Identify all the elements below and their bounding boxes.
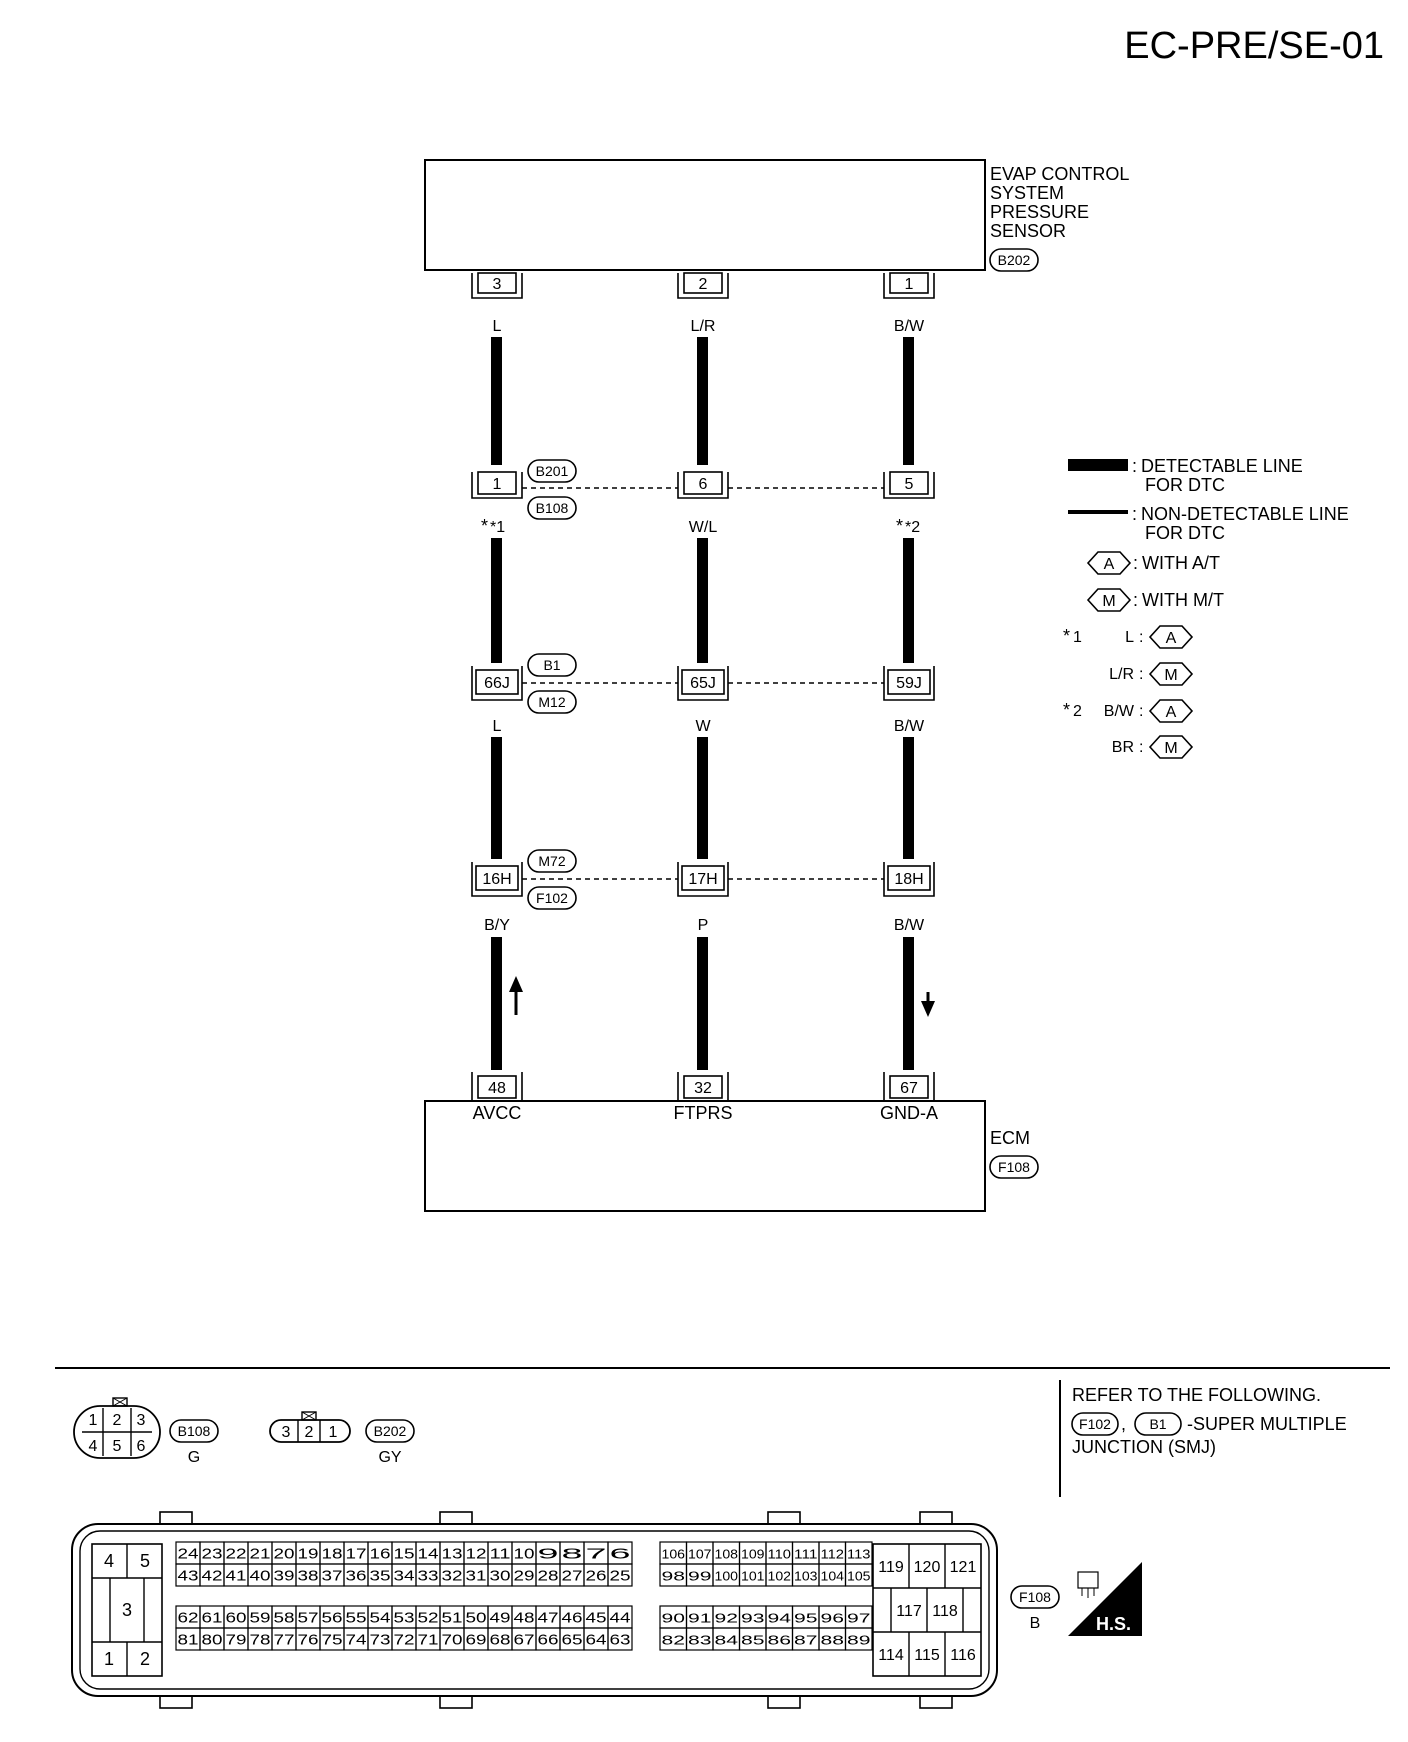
page-code: EC-PRE/SE-01 xyxy=(1124,25,1384,67)
connector-pin-number: 29 xyxy=(513,1567,535,1585)
svg-text::: : xyxy=(1139,666,1144,683)
refer-note xyxy=(1072,1385,1347,1457)
connector-pin-number: 47 xyxy=(537,1609,559,1627)
connector-pin-number: 46 xyxy=(561,1609,583,1627)
svg-text:2: 2 xyxy=(139,1649,151,1669)
wire-color-label: W xyxy=(695,718,711,735)
junction-2 xyxy=(472,654,934,735)
connector-pin-number: 87 xyxy=(794,1632,818,1648)
refer-connector-a: F102 xyxy=(1079,1416,1111,1432)
svg-text:*: * xyxy=(1063,626,1071,646)
svg-text:1: 1 xyxy=(492,476,502,493)
junction-1-connector-tag xyxy=(528,460,576,482)
svg-text:6: 6 xyxy=(698,476,708,493)
svg-text:17H: 17H xyxy=(688,871,718,888)
svg-text:G: G xyxy=(187,1449,201,1466)
connector-pin-number: 15 xyxy=(393,1545,415,1563)
wire-color-label: B/Y xyxy=(484,917,510,934)
svg-text:121: 121 xyxy=(949,1559,977,1576)
connector-pin-number: 95 xyxy=(794,1610,818,1626)
connector-pin-number: 10 xyxy=(513,1545,535,1563)
ecm-pin-67 xyxy=(884,1072,934,1101)
svg-text:F108: F108 xyxy=(998,1159,1030,1175)
legend-with-at xyxy=(1088,552,1220,574)
sensor-box xyxy=(425,160,985,270)
connector-pin-number: 62 xyxy=(177,1609,199,1627)
junction-2-pin xyxy=(678,666,728,700)
ecm-pin-48 xyxy=(472,1072,522,1101)
junction-2-pin xyxy=(472,666,522,700)
f108-color: B xyxy=(1029,1615,1041,1632)
svg-text:118: 118 xyxy=(932,1603,958,1620)
f108-id: F108 xyxy=(1019,1589,1051,1605)
svg-text:2: 2 xyxy=(304,1424,314,1441)
connector-pin-number: 57 xyxy=(297,1609,319,1627)
legend-non-detectable-1: : NON-DETECTABLE LINE xyxy=(1132,504,1349,524)
svg-text:,: , xyxy=(1121,1414,1127,1434)
connector-pin-number: 40 xyxy=(249,1567,271,1585)
connector-pin-number: 36 xyxy=(345,1567,367,1585)
svg-text:114: 114 xyxy=(878,1647,904,1664)
connector-pin-number: 60 xyxy=(225,1609,247,1627)
sensor-name-line-2: SYSTEM xyxy=(990,183,1065,203)
connector-pin-number: 81 xyxy=(177,1631,199,1649)
junction-3-connector-tag xyxy=(528,850,576,872)
junction-1-pin xyxy=(884,472,934,498)
refer-line-1: REFER TO THE FOLLOWING. xyxy=(1072,1385,1322,1405)
svg-text:B108: B108 xyxy=(535,500,569,516)
junction-3 xyxy=(472,850,934,934)
svg-text:5: 5 xyxy=(904,476,914,493)
svg-text:B201: B201 xyxy=(535,463,569,479)
connector-pin-number: 67 xyxy=(513,1631,535,1649)
svg-text:4: 4 xyxy=(103,1551,115,1571)
connector-pin-number: 35 xyxy=(369,1567,391,1585)
connector-pin-number: 33 xyxy=(417,1567,439,1585)
svg-text:59J: 59J xyxy=(896,675,922,692)
connector-pin-number: 109 xyxy=(741,1546,765,1562)
svg-text::: : xyxy=(1139,739,1144,756)
non-detectable-line-swatch xyxy=(1068,510,1128,514)
connector-pin-number: 26 xyxy=(585,1567,607,1585)
connector-pin-number: 90 xyxy=(661,1610,685,1626)
svg-text:6: 6 xyxy=(136,1438,146,1455)
svg-text::: : xyxy=(1133,590,1139,610)
connector-pin-number: 102 xyxy=(767,1568,791,1584)
connector-pin-number: 12 xyxy=(465,1545,487,1563)
connector-pin-number: 6 xyxy=(609,1545,631,1563)
ecm-connector-tag xyxy=(990,1156,1038,1178)
junction-2-connector-tag xyxy=(528,691,576,713)
svg-text:A: A xyxy=(1103,556,1115,573)
connector-pin-number: 44 xyxy=(609,1609,631,1627)
hs-label: H.S. xyxy=(1095,1614,1131,1634)
svg-text:A: A xyxy=(1165,704,1177,721)
connector-pin-number: 100 xyxy=(714,1568,738,1584)
connector-pin-number: 101 xyxy=(741,1568,765,1584)
svg-text:M72: M72 xyxy=(538,853,566,869)
connector-pin-number: 106 xyxy=(661,1546,685,1562)
wire-color-star-1 xyxy=(481,516,505,536)
svg-text:B/W: B/W xyxy=(1103,703,1134,720)
svg-text:1: 1 xyxy=(328,1424,338,1441)
svg-text:18H: 18H xyxy=(894,871,924,888)
svg-text:B202: B202 xyxy=(373,1423,407,1439)
connector-pin-number: 42 xyxy=(201,1567,223,1585)
svg-text:115: 115 xyxy=(914,1647,940,1664)
svg-text:BR: BR xyxy=(1111,739,1134,756)
connector-pin-number: 73 xyxy=(369,1631,391,1649)
connector-pin-number: 94 xyxy=(767,1610,791,1626)
wire-color-label: B/W xyxy=(893,318,925,335)
svg-text:117: 117 xyxy=(896,1603,922,1620)
connector-pin-number: 88 xyxy=(820,1632,844,1648)
svg-text::: : xyxy=(1133,553,1139,573)
connector-pin-number: 21 xyxy=(249,1545,271,1563)
connector-b108-view xyxy=(74,1398,218,1466)
connector-pin-number: 79 xyxy=(225,1631,247,1649)
connector-pin-number: 91 xyxy=(688,1610,712,1626)
connector-pin-number: 56 xyxy=(321,1609,343,1627)
connector-pin-number: 43 xyxy=(177,1567,199,1585)
junction-1-pin xyxy=(472,472,522,498)
wire-color-label: B/W xyxy=(893,917,925,934)
connector-pin-number: 45 xyxy=(585,1609,607,1627)
sensor-name-line-3: PRESSURE xyxy=(990,202,1090,222)
svg-text:16H: 16H xyxy=(482,871,512,888)
connector-pin-number: 23 xyxy=(201,1545,223,1563)
connector-pin-number: 96 xyxy=(820,1610,844,1626)
svg-text:*1: *1 xyxy=(490,519,506,536)
svg-text:1: 1 xyxy=(88,1412,98,1429)
svg-text:B1: B1 xyxy=(543,657,561,673)
connector-pin-number: 97 xyxy=(847,1610,871,1626)
sensor-name-line-4: SENSOR xyxy=(990,221,1067,241)
connector-pin-number: 77 xyxy=(273,1631,295,1649)
svg-text:67: 67 xyxy=(900,1080,918,1097)
connector-pin-number: 13 xyxy=(441,1545,463,1563)
svg-text:32: 32 xyxy=(694,1080,712,1097)
refer-desc-1: -SUPER MULTIPLE xyxy=(1187,1414,1347,1434)
detectable-line-swatch xyxy=(1068,459,1128,471)
svg-text:2: 2 xyxy=(1073,703,1082,720)
svg-text:3: 3 xyxy=(281,1424,291,1441)
connector-pin-number: 105 xyxy=(847,1568,871,1584)
junction-1 xyxy=(472,460,934,536)
connector-pin-number: 28 xyxy=(537,1567,559,1585)
connector-pin-number: 31 xyxy=(465,1567,487,1585)
harness-symbol-icon xyxy=(1068,1562,1142,1636)
connector-pin-number: 108 xyxy=(714,1546,738,1562)
connector-pin-number: 113 xyxy=(847,1546,871,1562)
connector-pin-number: 25 xyxy=(609,1567,631,1585)
wire-color-label: L/R xyxy=(690,318,716,335)
svg-text:L/R: L/R xyxy=(1109,666,1134,683)
svg-text:M: M xyxy=(1164,667,1178,684)
sensor-pin-1 xyxy=(884,273,934,298)
svg-text:A: A xyxy=(1165,630,1177,647)
connector-pin-number: 59 xyxy=(249,1609,271,1627)
connector-pin-number: 50 xyxy=(465,1609,487,1627)
svg-text:3: 3 xyxy=(121,1600,133,1620)
connector-pin-number: 18 xyxy=(321,1545,343,1563)
connector-pin-number: 69 xyxy=(465,1631,487,1649)
connector-pin-number: 20 xyxy=(273,1545,295,1563)
legend-detectable-1: : DETECTABLE LINE xyxy=(1132,456,1303,476)
svg-text:L: L xyxy=(1125,629,1134,646)
connector-pin-number: 89 xyxy=(847,1632,871,1648)
svg-text:48: 48 xyxy=(488,1080,506,1097)
svg-text:WITH M/T: WITH M/T xyxy=(1142,590,1224,610)
junction-2-pin xyxy=(884,666,934,700)
svg-text:*: * xyxy=(1063,700,1071,720)
svg-text:119: 119 xyxy=(878,1559,904,1576)
svg-text:66J: 66J xyxy=(484,675,510,692)
connector-pin-number: 58 xyxy=(273,1609,295,1627)
connector-pin-number: 27 xyxy=(561,1567,583,1585)
ecm-terminal-name: GND-A xyxy=(880,1103,938,1123)
svg-text:1: 1 xyxy=(103,1649,115,1669)
svg-text:3: 3 xyxy=(136,1412,146,1429)
connector-pin-number: 78 xyxy=(249,1631,271,1649)
connector-pin-number: 34 xyxy=(393,1567,415,1585)
sensor-pins xyxy=(472,273,934,335)
svg-text:B108: B108 xyxy=(177,1423,211,1439)
svg-text:WITH A/T: WITH A/T xyxy=(1142,553,1220,573)
connector-pin-number: 65 xyxy=(561,1631,583,1649)
svg-text:2: 2 xyxy=(698,276,708,293)
connector-pin-number: 83 xyxy=(688,1632,712,1648)
connector-pin-number: 54 xyxy=(369,1609,391,1627)
wire-color-star-2 xyxy=(896,516,920,536)
svg-text:4: 4 xyxy=(88,1438,98,1455)
connector-pin-number: 9 xyxy=(537,1545,559,1563)
svg-text:1: 1 xyxy=(904,276,914,293)
connector-pin-number: 84 xyxy=(714,1632,738,1648)
junction-3-pin xyxy=(472,862,522,896)
connector-pin-number: 107 xyxy=(688,1546,712,1562)
legend-star-1 xyxy=(1063,626,1192,685)
svg-text:F102: F102 xyxy=(536,890,568,906)
flow-arrow-down-icon xyxy=(921,992,935,1017)
refer-connector-b: B1 xyxy=(1149,1416,1167,1432)
connector-pin-number: 72 xyxy=(393,1631,415,1649)
ecm-terminal-name: AVCC xyxy=(472,1103,522,1123)
connector-pin-number: 80 xyxy=(201,1631,223,1649)
wire-color-label: P xyxy=(697,917,709,934)
connector-pin-number: 92 xyxy=(714,1610,738,1626)
svg-text:GY: GY xyxy=(378,1449,402,1466)
connector-pin-number: 112 xyxy=(820,1546,844,1562)
connector-pin-number: 110 xyxy=(767,1546,791,1562)
ecm-name: ECM xyxy=(990,1128,1030,1148)
svg-text:M12: M12 xyxy=(538,694,566,710)
wire-color-label: L xyxy=(492,718,502,735)
legend-non-detectable-2: FOR DTC xyxy=(1145,523,1225,543)
connector-pin-number: 22 xyxy=(225,1545,247,1563)
connector-pin-number: 98 xyxy=(661,1568,685,1584)
ecm-pin-32 xyxy=(678,1072,728,1101)
connector-pin-number: 66 xyxy=(537,1631,559,1649)
connector-pin-number: 63 xyxy=(609,1631,631,1649)
connector-pin-number: 64 xyxy=(585,1631,607,1649)
svg-text:*: * xyxy=(480,516,488,536)
connector-pin-number: 104 xyxy=(820,1568,844,1584)
connector-pin-number: 14 xyxy=(417,1545,439,1563)
svg-text:B202: B202 xyxy=(997,252,1031,268)
connector-pin-number: 55 xyxy=(345,1609,367,1627)
connector-b202-view xyxy=(270,1412,414,1466)
connector-pin-number: 74 xyxy=(345,1631,367,1649)
svg-text:116: 116 xyxy=(950,1647,976,1664)
connector-pin-number: 82 xyxy=(661,1632,685,1648)
connector-pin-number: 51 xyxy=(441,1609,463,1627)
svg-text:5: 5 xyxy=(112,1438,122,1455)
connector-pin-number: 71 xyxy=(417,1631,439,1649)
svg-text:M: M xyxy=(1102,593,1116,610)
connector-pin-number: 11 xyxy=(489,1545,511,1563)
svg-text:1: 1 xyxy=(1073,629,1082,646)
junction-2-connector-tag xyxy=(528,654,576,676)
svg-text:120: 120 xyxy=(913,1559,941,1576)
wire-color-label: B/W xyxy=(893,718,925,735)
junction-3-pin xyxy=(678,862,728,896)
connector-pin-number: 99 xyxy=(688,1568,712,1584)
legend-with-mt xyxy=(1088,589,1224,611)
junction-3-pin xyxy=(884,862,934,896)
wire-color-label: L xyxy=(492,318,502,335)
sensor-pin-2 xyxy=(678,273,728,298)
svg-text:*: * xyxy=(895,516,903,536)
flow-arrow-up-icon xyxy=(509,976,523,1015)
connector-pin-number: 24 xyxy=(177,1545,199,1563)
connector-pin-number: 103 xyxy=(794,1568,818,1584)
connector-pin-number: 68 xyxy=(489,1631,511,1649)
connector-pin-number: 8 xyxy=(561,1545,583,1563)
connector-pin-number: 41 xyxy=(225,1567,247,1585)
sensor-unit xyxy=(425,160,1129,271)
connector-pin-number: 16 xyxy=(369,1545,391,1563)
sensor-name-line-1: EVAP CONTROL xyxy=(990,164,1130,184)
svg-text:3: 3 xyxy=(492,276,502,293)
connector-pin-number: 7 xyxy=(585,1545,607,1563)
connector-pin-number: 17 xyxy=(345,1545,367,1563)
junction-1-connector-tag xyxy=(528,497,576,519)
connector-pin-number: 70 xyxy=(441,1631,463,1649)
legend-star-2 xyxy=(1063,700,1192,758)
legend xyxy=(1063,456,1349,758)
junction-1-pin xyxy=(678,472,728,498)
ecm-terminal-name: FTPRS xyxy=(673,1103,733,1123)
junction-3-connector-tag xyxy=(528,887,576,909)
connector-pin-number: 93 xyxy=(741,1610,765,1626)
connector-f108-view xyxy=(72,1512,1059,1708)
svg-text:M: M xyxy=(1164,740,1178,757)
connector-pin-number: 76 xyxy=(297,1631,319,1649)
connector-pin-number: 52 xyxy=(417,1609,439,1627)
connector-pin-number: 53 xyxy=(393,1609,415,1627)
sensor-pin-3 xyxy=(472,273,522,298)
refer-desc-2: JUNCTION (SMJ) xyxy=(1072,1437,1216,1457)
legend-detectable-2: FOR DTC xyxy=(1145,475,1225,495)
svg-text::: : xyxy=(1139,629,1144,646)
connector-pin-number: 19 xyxy=(297,1545,319,1563)
connector-pin-number: 75 xyxy=(321,1631,343,1649)
wire-color-label: W/L xyxy=(688,519,718,536)
svg-text:*2: *2 xyxy=(905,519,921,536)
connector-pin-number: 39 xyxy=(273,1567,295,1585)
connector-pin-number: 61 xyxy=(201,1609,223,1627)
connector-pin-number: 48 xyxy=(513,1609,535,1627)
ecm-unit xyxy=(425,1072,1038,1211)
connector-pin-number: 49 xyxy=(489,1609,511,1627)
connector-pin-number: 86 xyxy=(767,1632,791,1648)
svg-text:65J: 65J xyxy=(690,675,716,692)
svg-text:2: 2 xyxy=(112,1412,122,1429)
svg-text::: : xyxy=(1139,703,1144,720)
svg-text:5: 5 xyxy=(139,1551,151,1571)
connector-pin-number: 32 xyxy=(441,1567,463,1585)
connector-pin-number: 111 xyxy=(794,1546,818,1562)
connector-pin-number: 37 xyxy=(321,1567,343,1585)
connector-pin-number: 38 xyxy=(297,1567,319,1585)
connector-pin-number: 85 xyxy=(741,1632,765,1648)
sensor-connector-tag xyxy=(990,249,1038,271)
connector-pin-number: 30 xyxy=(489,1567,511,1585)
